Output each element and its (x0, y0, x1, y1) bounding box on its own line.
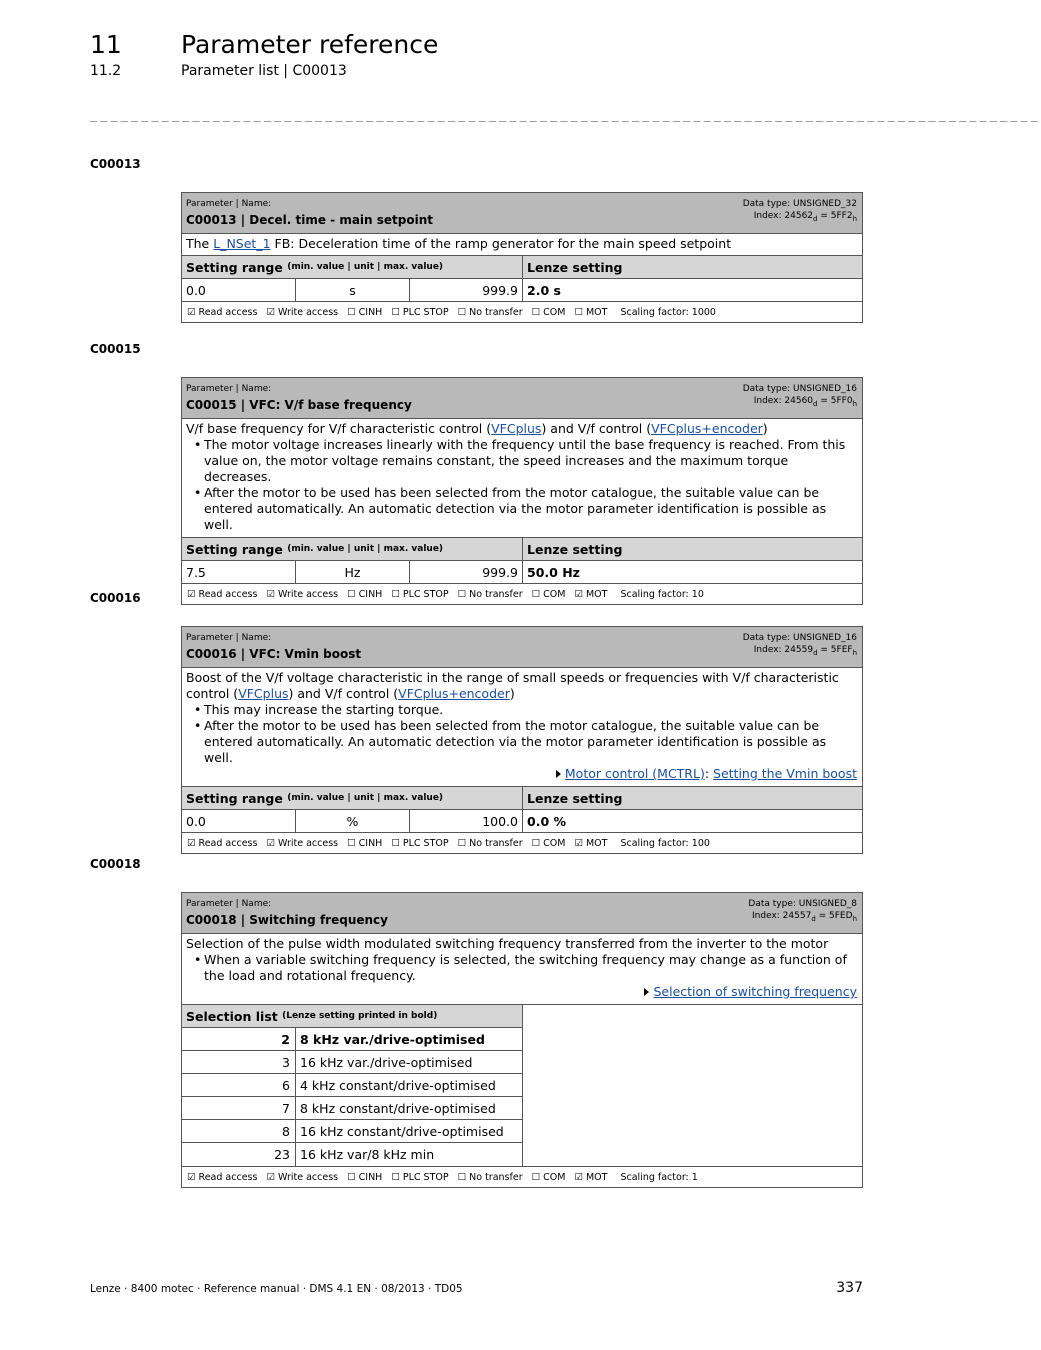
see-also (186, 984, 858, 1000)
page-footer: Lenze · 8400 motec · Reference manual · DMS 4.1 EN · 08/2013 · TD05 (90, 1283, 463, 1295)
min-value: 0.0 (182, 279, 296, 302)
lenze-setting-label: Lenze setting (523, 787, 862, 810)
page-number: 337 (836, 1280, 863, 1296)
param-header (182, 627, 862, 668)
max-value: 999.9 (410, 279, 523, 302)
bullet-list (186, 702, 858, 766)
param-table-c00015 (181, 377, 863, 605)
param-code-label: C00013 (90, 157, 141, 171)
selection-row: 8 16 kHz constant/drive-optimised (182, 1120, 522, 1143)
param-header (182, 193, 862, 234)
link-vmin-boost[interactable]: Setting the Vmin boost (713, 766, 857, 781)
access-flags: ☑ Read access ☑ Write access ☐ CINH ☐ PLC STOP ☐ No transfer ☐ COM ☑ MOT Scaling factor: 100 (187, 837, 710, 849)
setting-range-header (182, 256, 862, 279)
param-name: C00015 | VFC: V/f base frequency (186, 398, 412, 412)
param-name-caption: Parameter | Name: (186, 633, 272, 643)
selection-row: 6 4 kHz constant/drive-optimised (182, 1074, 522, 1097)
see-also: Motor control (MCTRL): Setting the Vmin boost (186, 766, 858, 782)
access-flags: ☑ Read access ☑ Write access ☐ CINH ☐ PLC STOP ☐ No transfer ☐ COM ☐ MOT Scaling factor: 1000 (187, 306, 716, 318)
chapter-number: 11 (90, 30, 122, 59)
link-vfcplus-encoder[interactable]: VFCplus+encoder (398, 686, 510, 701)
param-description: Selection of the pulse width modulated switching frequency transferred from the inverter to the motor • When a variable switching frequency is selected, the switching frequency may change as a function of the load and rotational frequency. Selection of switching frequency (182, 934, 862, 1005)
setting-range-label: Setting range (min. value | unit | max. value) (182, 538, 523, 561)
setting-range-label: Setting range (min. value | unit | max. value) (182, 787, 523, 810)
link-motor-control[interactable]: Motor control (MCTRL) (564, 766, 705, 781)
lenze-setting-label: Lenze setting (523, 538, 862, 561)
selection-list-header: Selection list (Lenze setting printed in bold) (182, 1005, 522, 1028)
unit: s (296, 279, 410, 302)
setting-range-row (182, 279, 862, 302)
param-name: C00013 | Decel. time - main setpoint (186, 213, 434, 227)
param-name: C00016 | VFC: Vmin boost (186, 647, 362, 661)
lenze-setting-value: 0.0 % (523, 810, 862, 833)
data-type: Data type: UNSIGNED_16 (742, 633, 857, 643)
selection-row: 3 16 kHz var./drive-optimised (182, 1051, 522, 1074)
selection-row: 7 8 kHz constant/drive-optimised (182, 1097, 522, 1120)
section-title: Parameter list | C00013 (181, 63, 347, 79)
selection-row: 23 16 kHz var/8 kHz min (182, 1143, 522, 1166)
arrow-right-icon (644, 988, 649, 996)
link-switching-frequency[interactable]: Selection of switching frequency (653, 984, 857, 999)
param-description: The L_NSet_1 FB: Deceleration time of the ramp generator for the main speed setpoint (182, 234, 862, 256)
param-name-caption: Parameter | Name: (186, 384, 272, 394)
setting-range-row (182, 810, 862, 833)
header-divider: _____________________________________________________________________________________________ (90, 108, 1041, 122)
setting-range-row (182, 561, 862, 584)
param-index: Index: $24562_d = 5FF2_h$ (753, 211, 857, 223)
bullet-item: • The motor voltage increases linearly with the frequency until the base frequency is reached. From this value on, the motor voltage remains constant, the speed increases and the maximum torque decreases. (204, 437, 858, 485)
param-name-caption: Parameter | Name: (186, 199, 272, 209)
param-code-label: C00015 (90, 342, 141, 356)
max-value: 999.9 (410, 561, 523, 584)
param-description: V/f base frequency for V/f characteristic control (VFCplus) and V/f control (VFCplus+encoder) • The motor voltage increases linearly with the frequency until the base frequency is reached. From this value on, the motor voltage remains constant, the speed increases and the maximum torque decreases. • After the motor to be used has been selected from the motor catalogue, the suitable value can be entered automatically. An automatic detection via the motor parameter identification is possible as well. (182, 419, 862, 538)
param-header (182, 378, 862, 419)
setting-range-header (182, 538, 862, 561)
param-code-label: C00016 (90, 591, 141, 605)
param-table-c00013 (181, 192, 863, 323)
link-l-nset-1[interactable]: L_NSet_1 (213, 236, 271, 251)
bullet-list (186, 437, 858, 533)
param-table-c00016 (181, 626, 863, 854)
param-index: Index: $24560_d = 5FF0_h$ (753, 396, 857, 408)
data-type: Data type: UNSIGNED_8 (748, 899, 857, 909)
param-code-label: C00018 (90, 857, 141, 871)
param-index: Index: $24557_d = 5FED_h$ (752, 911, 857, 923)
data-type: Data type: UNSIGNED_16 (742, 384, 857, 394)
setting-range-header (182, 787, 862, 810)
lenze-setting-value: 50.0 Hz (523, 561, 862, 584)
bullet-item: • This may increase the starting torque. (204, 702, 858, 718)
param-name-caption: Parameter | Name: (186, 899, 272, 909)
setting-range-label: Setting range (min. value | unit | max. value) (182, 256, 523, 279)
selection-list-table (182, 1005, 523, 1166)
section-number: 11.2 (90, 63, 122, 79)
unit: Hz (296, 561, 410, 584)
chapter-title: Parameter reference (181, 30, 439, 59)
min-value: 0.0 (182, 810, 296, 833)
param-table-c00018 (181, 892, 863, 1188)
bullet-item: • When a variable switching frequency is selected, the switching frequency may change as a function of the load and rotational frequency. (204, 952, 858, 984)
selection-row: 2 8 kHz var./drive-optimised (182, 1028, 522, 1051)
min-value: 7.5 (182, 561, 296, 584)
param-header (182, 893, 862, 934)
data-type: Data type: UNSIGNED_32 (742, 199, 857, 209)
bullet-item: • After the motor to be used has been selected from the motor catalogue, the suitable value can be entered automatically. An automatic detection via the motor parameter identification is possible as well. (204, 485, 858, 533)
link-vfcplus[interactable]: VFCplus (491, 421, 542, 436)
selection-list (182, 1005, 862, 1167)
access-flags: ☑ Read access ☑ Write access ☐ CINH ☐ PLC STOP ☐ No transfer ☐ COM ☑ MOT Scaling factor: 10 (187, 588, 704, 600)
selection-list-blank (523, 1005, 862, 1166)
bullet-list (186, 952, 858, 984)
param-index: Index: $24559_d = 5FEF_h$ (753, 645, 857, 657)
param-name: C00018 | Switching frequency (186, 913, 388, 927)
param-description: Boost of the V/f voltage characteristic in the range of small speeds or frequencies with V/f characteristic control (VFCplus) and V/f control (VFCplus+encoder) • This may increase the starting torque. • After the motor to be used has been selected from the motor catalogue, the suitable value can be entered automatically. An automatic detection via the motor parameter identification is possible as well. Motor control (MCTRL): Setting the Vmin boost (182, 668, 862, 787)
bullet-item: • After the motor to be used has been selected from the motor catalogue, the suitable value can be entered automatically. An automatic detection via the motor parameter identification is possible as well. (204, 718, 858, 766)
lenze-setting-label: Lenze setting (523, 256, 862, 279)
arrow-right-icon (556, 770, 561, 778)
access-flags: ☑ Read access ☑ Write access ☐ CINH ☐ PLC STOP ☐ No transfer ☐ COM ☑ MOT Scaling factor: 1 (187, 1171, 698, 1183)
link-vfcplus-encoder[interactable]: VFCplus+encoder (651, 421, 763, 436)
link-vfcplus[interactable]: VFCplus (238, 686, 289, 701)
lenze-setting-value: 2.0 s (523, 279, 862, 302)
unit: % (296, 810, 410, 833)
max-value: 100.0 (410, 810, 523, 833)
